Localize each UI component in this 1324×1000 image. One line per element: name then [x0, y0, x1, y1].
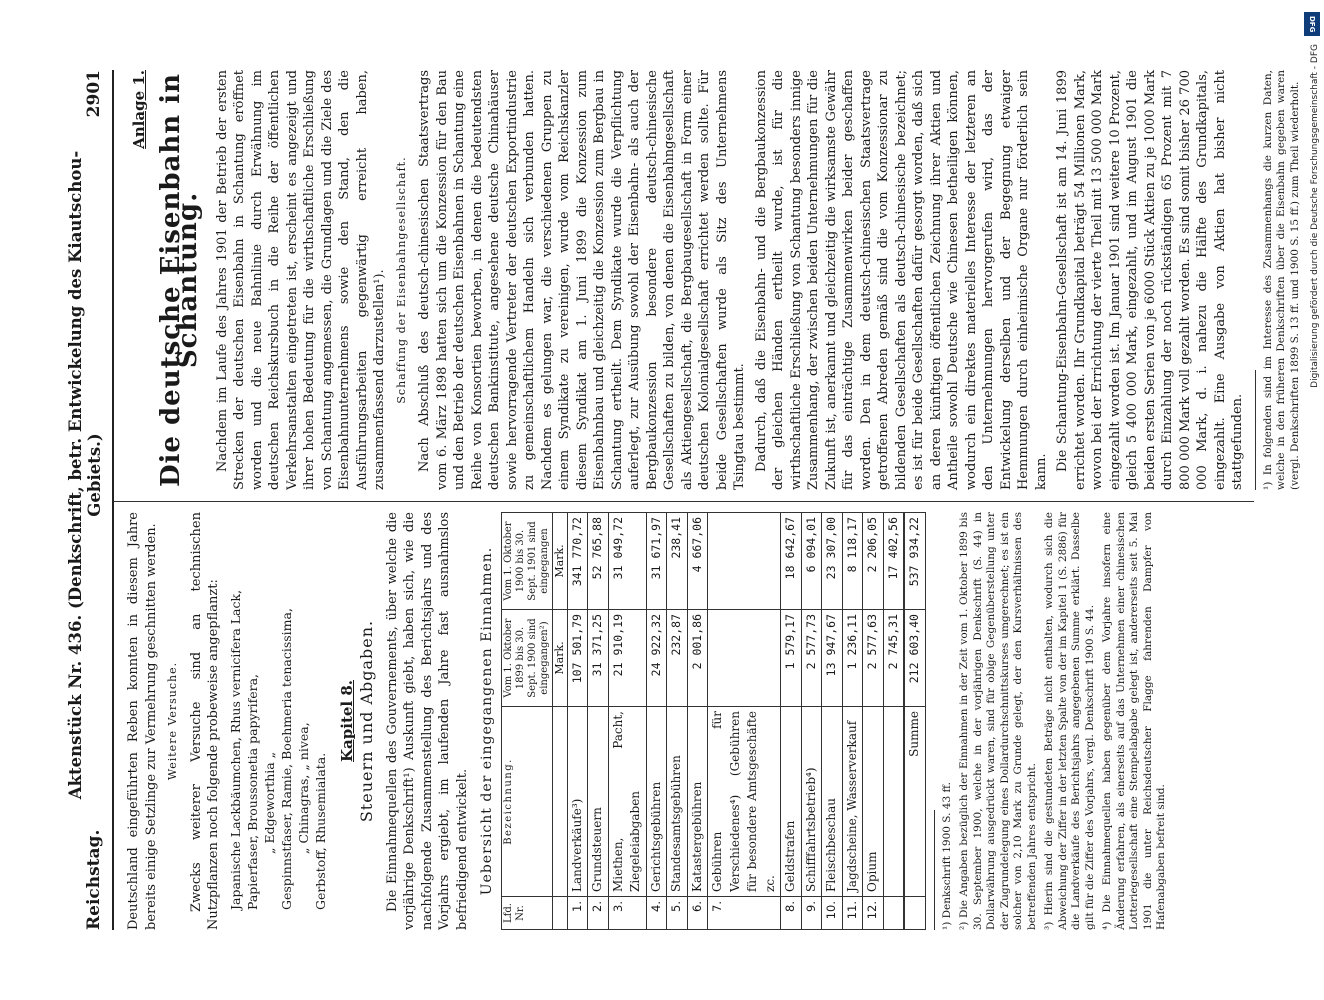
value-1900-1901: 23 307,00 — [822, 513, 843, 610]
table-row — [608, 513, 646, 930]
sum-label: Summe — [904, 707, 925, 897]
table-row — [708, 513, 781, 930]
row-description: Opium — [863, 707, 884, 897]
value-1899-1900: 24 922,32 — [646, 610, 667, 707]
row-number: 3. — [608, 897, 646, 930]
digitization-credit — [1302, 8, 1320, 988]
value-1899-1900: 1 579,17 — [781, 610, 802, 707]
value-1900-1901: 18 642,67 — [781, 513, 802, 610]
credit-text: Digitalisierung gefördert durch die Deutsche Forschungsgemeinschaft - DFG — [1310, 44, 1320, 388]
chapter-title: Steuern und Abgaben. — [357, 619, 376, 823]
unit-label: Mark. — [552, 610, 567, 707]
value-1899-1900: 2 001,86 — [687, 610, 708, 707]
value-1900-1901: 238,41 — [667, 513, 688, 610]
article-paragraph: Die Schantung-Eisenbahn-Gesellschaft ist am 14. Juni 1899 errichtet worden. Ihr Grundkapital beträgt 54 Millionen Mark, wovon bei der Errichtung der vierte Theil mit 13 500 000 Mark eingezahlt worden ist. Im Januar 1901 sind weitere 10 Prozent, gleich 5 400 000 Mark, eingezahlt, und im August 1901 die beiden ersten Serien von je 6000 Stück Aktien zu je 1000 Mark durch Einzahlung der noch rückständigen 65 Prozent mit 7 800 000 Mark voll gezahlt worden. Es sind somit bisher 26 700 000 Mark, d. i. nahezu die Hälfte des Grundkapitals, eingezahlt. Eine Ausgabe von Aktien hat bisher nicht stattgefunden. — [1055, 70, 1245, 490]
plant-item: Gespinnstfaser, Ramie, Boehmeria tenacissima, — [278, 608, 294, 910]
row-number: 8. — [781, 897, 802, 930]
article-paragraph: Nachdem im Laufe des Jahres 1901 der Betrieb der ersten Strecken der deutschen Eisenbahn in Schantung eröffnet worden und die neue Bahnlinie durch Erwähnung im deutschen Reichskursbuch in die Reihe der öffentlichen Verkehrsanstalten eingetreten ist, erscheint es angezeigt und ihrer hohen Bedeutung für die wirthschaftliche Erschließung von Schantung angemessen, die Grundlagen und die Ziele des Eisenbahnunternehmens sowie den Stand, den die Ausführungsarbeiten gegenwärtig erreicht haben, zusammenfassend darzustellen¹). — [214, 70, 387, 490]
section-subheading: Weitere Versuche. — [166, 661, 179, 781]
col-header-1900-1901: Vom 1. Oktober 1900 bis 30. Sept. 1901 sind eingegangen — [501, 513, 552, 610]
value-1899-1900: 107 501,79 — [567, 610, 588, 707]
header-left: Reichstag. — [84, 829, 104, 930]
row-description: Grundsteuern — [588, 707, 609, 897]
row-number: 10. — [822, 897, 843, 930]
footnote-rule — [934, 810, 935, 930]
row-description: Gerichtsgebühren — [646, 707, 667, 897]
value-1899-1900 — [708, 610, 781, 707]
value-1899-1900: 31 371,25 — [588, 610, 609, 707]
table-row — [567, 513, 588, 930]
value-1900-1901: 31 049,72 — [608, 513, 646, 610]
plants-list — [227, 512, 329, 930]
row-number: 4. — [646, 897, 667, 930]
plant-item: „ Chinagras, „ nivea, — [295, 722, 311, 854]
table-caption: Uebersicht der eingegangenen Einnahmen. — [479, 546, 495, 896]
table-row — [883, 513, 904, 930]
col-header-nr: Lfd. Nr. — [501, 897, 552, 930]
row-description: Katastergebühren — [687, 707, 708, 897]
running-header — [66, 70, 114, 930]
table-row — [781, 513, 802, 930]
section-subtitle: Schaffung der Eisenbahngesellschaft. — [394, 156, 408, 404]
sum-1899-1900: 212 603,40 — [904, 610, 925, 707]
col-header-description: Bezeichnung. — [501, 707, 552, 897]
row-number: 7. — [708, 897, 781, 930]
table-row — [842, 513, 863, 930]
article-paragraph: Dadurch, daß die Eisenbahn- und die Bergbaukonzession der gleichen Händen ertheilt wurde, ist für die wirthschaftliche Erschließung von Schantung besonders innige Zusammenhang, der zwischen beiden Unternehmungen für die Zukunft ist, anerkannt und gleichzeitig die wirksamste Gewähr für das einträchtige Zusammenwirken beider geschaffen worden. Den in dem deutsch-chinesischen Staatsvertrage getroffenen Abreden gemäß sind die vom Konzessionar zu bildenden Gesellschaften als deutsch-chinesische bezeichnet; es ist für beide Gesellschaften dafür gesorgt worden, daß sich an deren künftigen öffentlichen Zeichnung ihrer Aktien und Antheile sowohl Deutsche wie Chinesen betheiligen können, wodurch ein direktes materielles Interesse der letzteren an den Unternehmungen hervorgerufen wird, das der Entwickelung derselben und der Begegnung etwaiger Hemmungen durch einheimische Organe nur förderlich sein kann. — [753, 70, 1049, 490]
row-number: 9. — [801, 897, 822, 930]
row-number — [883, 897, 904, 930]
right-column — [125, 70, 1301, 490]
value-1899-1900: 13 947,67 — [822, 610, 843, 707]
value-1900-1901: 17 402,56 — [883, 513, 904, 610]
row-number: 1. — [567, 897, 588, 930]
value-1900-1901: 2 206,05 — [863, 513, 884, 610]
row-number: 11. — [842, 897, 863, 930]
annex-label: Anlage 1. — [130, 70, 148, 149]
row-description: Fleischbeschau — [822, 707, 843, 897]
value-1899-1900: 232,87 — [667, 610, 688, 707]
row-number: 12. — [863, 897, 884, 930]
value-1899-1900: 2 745,31 — [883, 610, 904, 707]
plant-item: Gerbstoff, Rhusemialata. — [312, 752, 328, 910]
header-title: Aktenstück Nr. 436. (Denkschrift, betr. Entwickelung des Kiautschou-Gebiets.) — [66, 150, 104, 800]
row-description: Jagdscheine, Wasserverkauf — [842, 707, 863, 897]
table-row — [801, 513, 822, 930]
value-1899-1900: 1 236,11 — [842, 610, 863, 707]
article-title: Die deutsche Eisenbahn in Schantung. — [155, 72, 203, 488]
plant-item: Japanische Lackbäumchen, Rhus vernicifera Lack, — [227, 589, 243, 910]
plants-intro: Zwecks weiterer Versuche sind an technischen Nutzpflanzen noch folgende probeweise angepflanzt: — [188, 512, 221, 930]
table-row — [863, 513, 884, 930]
left-column — [125, 512, 1244, 930]
row-description — [883, 707, 904, 897]
footnote: ¹) Denkschrift 1900 S. 43 ff. — [940, 782, 953, 930]
value-1899-1900: 2 577,63 — [863, 610, 884, 707]
footnote: ⁴) Die Einnahmequellen haben gegenüber dem Vorjahre insofern eine Änderung erfahren, als einerseits auf das Unternehmen einer chinesischen Lotteriegesellschaft eine Stempelabgabe gelegt ist, andererseits seit 5. Mai 1901 die unter Reichsdeutscher Flagge fahrenden Dampfer von Hafenabgaben befreit sind. — [1101, 512, 1167, 930]
plant-item: „ Edgeworthia „ — [261, 751, 277, 854]
row-number: 5. — [667, 897, 688, 930]
article-paragraph: Nach Abschluß des deutsch-chinesischen Staatsvertrags vom 6. März 1898 hatten sich um die Konzession für den Bau und den Betrieb der deutschen Eisenbahnen in Schantung eine Reihe von Konsortien beworben, in denen die bedeutendsten deutschen Bankinstitute, angesehene deutsche Chinahäuser sowie hervorragende Vertreter der deutschen Exportindustrie zu gemeinschaftlichem Handeln sich verbunden hatten. Nachdem es gelungen war, die verschiedenen Gruppen zu einem Syndikate zu vereinigen, wurde vom Reichskanzler diesem Syndikat am 1. Juni 1899 die Konzession zum Eisenbahnbau und gleichzeitig die Konzession zum Bergbau in Schantung ertheilt. Dem Syndikate wurde die Verpflichtung auferlegt, zur Ausübung sowohl der Eisenbahn- als auch der Bergbaukonzession besondere deutsch-chinesische Gesellschaften zu bilden, von denen die Eisenbahngesellschaft als Aktiengesellschaft, die Bergbaugesellschaft in Form einer deutschen Kolonialgesellschaft errichtet werden sollte. Für beide Gesellschaften wurde als Sitz des Unternehmens Tsingtau bestimmt. — [417, 70, 747, 490]
col-header-1899-1900: Vom 1. Oktober 1899 bis 30. Sept. 1900 sind eingegangen²) — [501, 610, 552, 707]
page-number: 2901 — [84, 70, 104, 118]
value-1899-1900: 21 910,19 — [608, 610, 646, 707]
unit-label: Mark. — [552, 513, 567, 610]
intro-paragraph: Deutschland eingeführten Reben konnten in diesem Jahre bereits einige Setzlinge zur Vermehrung geschnitten werden. — [126, 512, 159, 930]
chapter-heading: Kapitel 8. — [337, 680, 356, 762]
sum-1900-1901: 537 934,22 — [904, 513, 925, 610]
table-row — [687, 513, 708, 930]
row-description: Geldstrafen — [781, 707, 802, 897]
chapter-paragraph: Die Einnahmequellen des Gouvernements, über welche die vorjährige Denkschrift¹) Auskunft giebt, haben sich, wie die nachfolgende Zusammenstellung des Berichtsjahrs und des Vorjahrs ergiebt, im laufenden Jahre fast ausnahmslos befriedigend entwickelt. — [384, 512, 470, 930]
table-row — [822, 513, 843, 930]
value-1900-1901: 8 118,17 — [842, 513, 863, 610]
table-row — [646, 513, 667, 930]
value-1900-1901: 31 671,97 — [646, 513, 667, 610]
row-number: 2. — [588, 897, 609, 930]
row-description: Gebühren für Verschiedenes⁴) (Gebühren für besondere Amtsgeschäfte zc. — [708, 707, 781, 897]
row-description: Miethen, Pacht, Ziegeleiabgaben — [608, 707, 646, 897]
footnote: ³) Hierin sind die gestundeten Beträge nicht enthalten, wodurch sich die Abweichung der Ziffer in der letzten Spalte von der im Kapitel 1 (S. 2886) für die Landverkäufe des Berichtsjahrs angegebenen Summe erklärt. Dasselbe gilt für die Ziffer des Vorjahrs, vergl. Denkschrift 1900 S. 44. — [1043, 512, 1096, 930]
column-divider — [114, 501, 1254, 502]
footnote: ¹) In folgenden sind im Interesse des Zusammenhangs die kurzen Daten, welche in den früheren Denkschriften über die Eisenbahn gegeben waren (vergl. Denkschriften 1899 S. 13 ff. und 1900 S. 15 ff.) zum Theil wiederholt. — [1261, 70, 1301, 490]
footnote-rule — [1255, 370, 1256, 490]
row-description: Schifffahrtsbetrieb⁴) — [801, 707, 822, 897]
footnote: ²) Die Angaben bezüglich der Einnahmen in der Zeit vom 1. Oktober 1899 bis 30. September 1900, welche in der vorjährigen Denkschrift (S. 44) in Dollarwährung ausgedrückt waren, sind für obige Gegenüberstellung unter der Zugrundelegung eines Dollardurchschnittskurses umgerechnet; es ist ein solcher von 2,10 Mark zu Grunde gelegt, der den Kursverhältnissen des betreffenden Jahres entspricht. — [958, 512, 1038, 930]
footnotes — [941, 512, 1169, 930]
plant-item: Papierfaser, Broussonetia papyrifera, — [244, 673, 260, 910]
row-number: 6. — [687, 897, 708, 930]
value-1900-1901: 4 667,06 — [687, 513, 708, 610]
value-1900-1901: 341 770,72 — [567, 513, 588, 610]
value-1900-1901: 6 094,01 — [801, 513, 822, 610]
value-1900-1901 — [708, 513, 781, 610]
table-row — [588, 513, 609, 930]
table-row — [667, 513, 688, 930]
revenue-table — [501, 512, 926, 930]
value-1900-1901: 52 765,88 — [588, 513, 609, 610]
value-1899-1900: 2 577,73 — [801, 610, 822, 707]
row-description: Standesamtsgebühren — [667, 707, 688, 897]
row-description: Landverkäufe³) — [567, 707, 588, 897]
dfg-logo: DFG — [1304, 12, 1320, 36]
